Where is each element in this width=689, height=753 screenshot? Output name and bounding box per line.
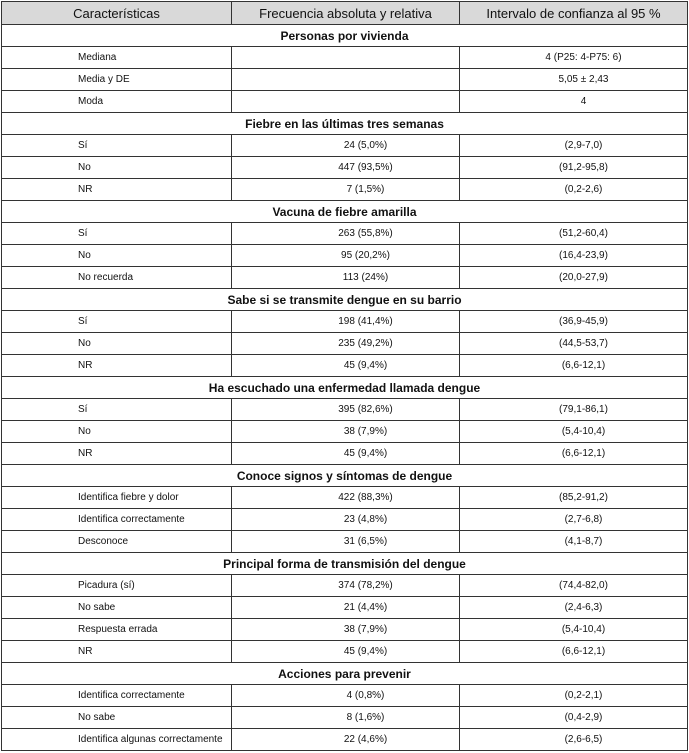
- cell-interval: (44,5-53,7): [460, 333, 688, 355]
- cell-characteristic: NR: [2, 179, 232, 201]
- cell-interval: (5,4-10,4): [460, 619, 688, 641]
- cell-characteristic: NR: [2, 443, 232, 465]
- cell-interval: (2,7-6,8): [460, 509, 688, 531]
- cell-characteristic: Picadura (sí): [2, 575, 232, 597]
- cell-interval: (5,4-10,4): [460, 421, 688, 443]
- cell-interval: (20,0-27,9): [460, 267, 688, 289]
- section-title: Conoce signos y síntomas de dengue: [2, 465, 688, 487]
- cell-characteristic: Sí: [2, 311, 232, 333]
- cell-frequency: 395 (82,6%): [232, 399, 460, 421]
- cell-frequency: 374 (78,2%): [232, 575, 460, 597]
- cell-characteristic: No sabe: [2, 597, 232, 619]
- cell-interval: (51,2-60,4): [460, 223, 688, 245]
- cell-characteristic: NR: [2, 641, 232, 663]
- section-row: [2, 663, 688, 685]
- table-row: [2, 311, 688, 333]
- section-title: Acciones para prevenir: [2, 663, 688, 685]
- section-title: Sabe si se transmite dengue en su barrio: [2, 289, 688, 311]
- cell-frequency: 31 (6,5%): [232, 531, 460, 553]
- cell-characteristic: Identifica fiebre y dolor: [2, 487, 232, 509]
- table-row: [2, 399, 688, 421]
- cell-frequency: [232, 91, 460, 113]
- cell-frequency: 45 (9,4%): [232, 355, 460, 377]
- cell-interval: (36,9-45,9): [460, 311, 688, 333]
- section-title: Personas por vivienda: [2, 25, 688, 47]
- cell-interval: 4 (P25: 4-P75: 6): [460, 47, 688, 69]
- cell-frequency: 4 (0,8%): [232, 685, 460, 707]
- cell-characteristic: Identifica algunas correctamente: [2, 729, 232, 751]
- cell-characteristic: Desconoce: [2, 531, 232, 553]
- table-row: [2, 487, 688, 509]
- table-row: [2, 135, 688, 157]
- table-row: [2, 355, 688, 377]
- cell-frequency: 38 (7,9%): [232, 421, 460, 443]
- table-row: [2, 267, 688, 289]
- cell-characteristic: Identifica correctamente: [2, 509, 232, 531]
- cell-frequency: [232, 69, 460, 91]
- section-title: Fiebre en las últimas tres semanas: [2, 113, 688, 135]
- table-row: [2, 575, 688, 597]
- section-title: Vacuna de fiebre amarilla: [2, 201, 688, 223]
- cell-frequency: 422 (88,3%): [232, 487, 460, 509]
- cell-characteristic: Sí: [2, 135, 232, 157]
- section-row: [2, 553, 688, 575]
- cell-frequency: 22 (4,6%): [232, 729, 460, 751]
- cell-interval: (79,1-86,1): [460, 399, 688, 421]
- cell-frequency: [232, 47, 460, 69]
- cell-frequency: 24 (5,0%): [232, 135, 460, 157]
- cell-characteristic: No recuerda: [2, 267, 232, 289]
- data-table: [1, 1, 688, 751]
- table-row: [2, 223, 688, 245]
- header-frequency: Frecuencia absoluta y relativa: [232, 2, 460, 25]
- cell-interval: (2,4-6,3): [460, 597, 688, 619]
- table-row: [2, 157, 688, 179]
- cell-characteristic: No: [2, 333, 232, 355]
- cell-frequency: 263 (55,8%): [232, 223, 460, 245]
- table-row: [2, 179, 688, 201]
- cell-characteristic: No: [2, 421, 232, 443]
- cell-frequency: 447 (93,5%): [232, 157, 460, 179]
- table-row: [2, 91, 688, 113]
- section-title: Ha escuchado una enfermedad llamada dengue: [2, 377, 688, 399]
- cell-interval: (2,9-7,0): [460, 135, 688, 157]
- cell-interval: (16,4-23,9): [460, 245, 688, 267]
- table-row: [2, 443, 688, 465]
- cell-characteristic: No sabe: [2, 707, 232, 729]
- section-row: [2, 201, 688, 223]
- header-characteristics: Características: [2, 2, 232, 25]
- cell-interval: (6,6-12,1): [460, 355, 688, 377]
- section-row: [2, 113, 688, 135]
- table-row: [2, 619, 688, 641]
- cell-interval: (6,6-12,1): [460, 641, 688, 663]
- cell-characteristic: No: [2, 245, 232, 267]
- cell-interval: 4: [460, 91, 688, 113]
- table-row: [2, 597, 688, 619]
- cell-interval: (0,2-2,6): [460, 179, 688, 201]
- cell-characteristic: NR: [2, 355, 232, 377]
- cell-interval: (91,2-95,8): [460, 157, 688, 179]
- cell-frequency: 21 (4,4%): [232, 597, 460, 619]
- cell-interval: (0,2-2,1): [460, 685, 688, 707]
- cell-characteristic: Sí: [2, 223, 232, 245]
- cell-interval: (85,2-91,2): [460, 487, 688, 509]
- cell-frequency: 38 (7,9%): [232, 619, 460, 641]
- section-row: [2, 289, 688, 311]
- cell-interval: 5,05 ± 2,43: [460, 69, 688, 91]
- cell-frequency: 8 (1,6%): [232, 707, 460, 729]
- cell-interval: (2,6-6,5): [460, 729, 688, 751]
- header-confidence-interval: Intervalo de confianza al 95 %: [460, 2, 688, 25]
- cell-interval: (74,4-82,0): [460, 575, 688, 597]
- table-row: [2, 245, 688, 267]
- cell-frequency: 45 (9,4%): [232, 443, 460, 465]
- cell-interval: (0,4-2,9): [460, 707, 688, 729]
- section-row: [2, 25, 688, 47]
- cell-characteristic: No: [2, 157, 232, 179]
- cell-characteristic: Sí: [2, 399, 232, 421]
- cell-frequency: 45 (9,4%): [232, 641, 460, 663]
- cell-characteristic: Respuesta errada: [2, 619, 232, 641]
- cell-frequency: 198 (41,4%): [232, 311, 460, 333]
- table-row: [2, 69, 688, 91]
- section-row: [2, 377, 688, 399]
- table-row: [2, 509, 688, 531]
- table-row: [2, 685, 688, 707]
- header-row: [2, 2, 688, 25]
- section-title: Principal forma de transmisión del dengue: [2, 553, 688, 575]
- cell-characteristic: Moda: [2, 91, 232, 113]
- table-row: [2, 531, 688, 553]
- section-row: [2, 465, 688, 487]
- cell-frequency: 7 (1,5%): [232, 179, 460, 201]
- table-row: [2, 421, 688, 443]
- cell-frequency: 23 (4,8%): [232, 509, 460, 531]
- table-row: [2, 641, 688, 663]
- cell-interval: (6,6-12,1): [460, 443, 688, 465]
- cell-characteristic: Identifica correctamente: [2, 685, 232, 707]
- table-row: [2, 729, 688, 751]
- cell-characteristic: Mediana: [2, 47, 232, 69]
- cell-frequency: 235 (49,2%): [232, 333, 460, 355]
- cell-interval: (4,1-8,7): [460, 531, 688, 553]
- table-row: [2, 707, 688, 729]
- cell-frequency: 113 (24%): [232, 267, 460, 289]
- cell-frequency: 95 (20,2%): [232, 245, 460, 267]
- table-row: [2, 333, 688, 355]
- cell-characteristic: Media y DE: [2, 69, 232, 91]
- table-row: [2, 47, 688, 69]
